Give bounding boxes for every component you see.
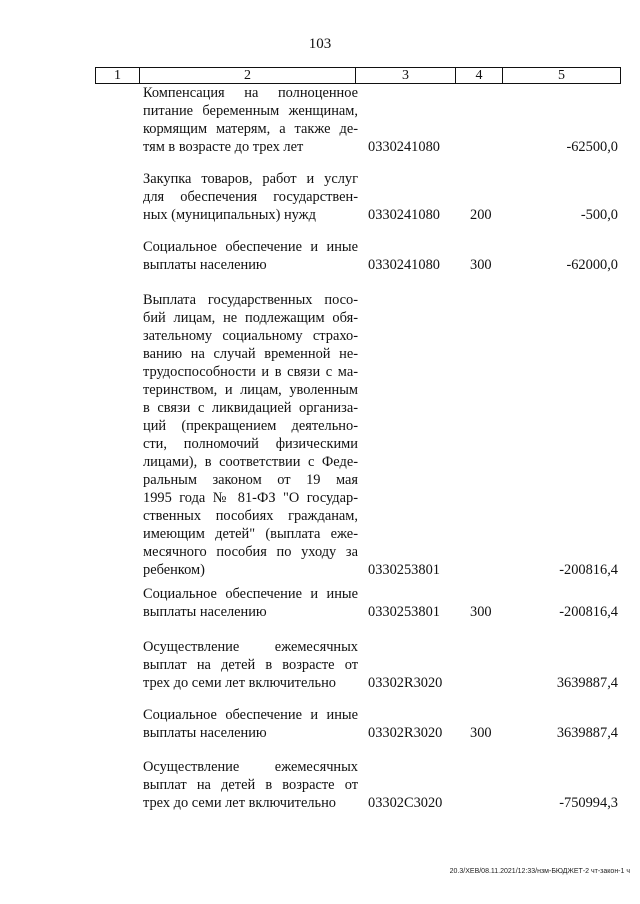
- description-line: тям в возрасте до трех лет: [143, 139, 304, 155]
- row-code: 03302С3020: [368, 795, 443, 811]
- row-description: [143, 638, 358, 692]
- description-line: ванию на случай временной не-: [143, 346, 358, 362]
- description-line: имеющим детей" (выплата еже-: [143, 526, 358, 542]
- header-col-1: 1: [114, 68, 121, 83]
- description-line: сти, полномочий физическими: [143, 436, 358, 452]
- description-line: выплаты населению: [143, 604, 267, 620]
- description-line: ральным законом от 19 мая: [143, 472, 358, 488]
- row-code: 0330241080: [368, 257, 440, 273]
- row-description: [143, 170, 358, 224]
- description-line: Выплата государственных посо-: [143, 292, 358, 308]
- description-line: 1995 года № 81-ФЗ "О государ-: [143, 490, 358, 506]
- description-line: ственных пособиях гражданам,: [143, 508, 358, 524]
- description-line: выплаты населению: [143, 725, 267, 741]
- description-line: выплат на детей в возрасте от: [143, 657, 358, 673]
- row-amount: 3639887,4: [556, 675, 618, 691]
- row-description: [143, 291, 358, 579]
- row-amount: 3639887,4: [556, 725, 618, 741]
- row-amount: -200816,4: [559, 562, 618, 578]
- description-line: для обеспечения государствен-: [143, 189, 358, 205]
- description-line: Осуществление ежемесячных: [143, 639, 358, 655]
- description-line: трех до семи лет включительно: [143, 795, 337, 811]
- description-line: Компенсация на полноценное: [143, 85, 358, 101]
- description-line: выплат на детей в возрасте от: [143, 777, 358, 793]
- row-description: [143, 585, 358, 621]
- description-line: Социальное обеспечение и иные: [143, 586, 358, 602]
- description-line: кормящим матерям, а также де-: [143, 121, 358, 137]
- row-code: 03302R3020: [368, 675, 443, 691]
- description-line: Осуществление ежемесячных: [143, 759, 358, 775]
- row-type: 200: [470, 207, 492, 223]
- description-line: Социальное обеспечение и иные: [143, 239, 358, 255]
- description-line: трудоспособности и в связи с ма-: [143, 364, 358, 380]
- header-col-2: 2: [139, 68, 355, 83]
- header-col-4: 4: [455, 68, 502, 83]
- row-amount: -62000,0: [566, 257, 618, 273]
- description-line: Социальное обеспечение и иные: [143, 707, 358, 723]
- row-amount: -500,0: [580, 207, 618, 223]
- row-description: [143, 238, 358, 274]
- table-header: [95, 67, 621, 84]
- header-col-5: 5: [502, 68, 620, 83]
- row-code: 0330241080: [368, 139, 440, 155]
- row-code: 0330241080: [368, 207, 440, 223]
- description-line: питание беременным женщинам,: [143, 103, 358, 119]
- description-line: Закупка товаров, работ и услуг: [143, 171, 358, 187]
- description-line: трех до семи лет включительно: [143, 675, 337, 691]
- footer-stamp: 20.3/ХЕВ/08.11.2021/12:33/нзм-БЮДЖЕТ-2 чт-закон-1 ч: [449, 868, 630, 875]
- description-line: месячного пособия по уходу за: [143, 544, 358, 560]
- description-line: теринством, и лицам, уволенным: [143, 382, 358, 398]
- row-description: [143, 84, 358, 156]
- description-line: в связи с ликвидацией организа-: [143, 400, 358, 416]
- row-amount: -62500,0: [566, 139, 618, 155]
- description-line: зательному социальному страхо-: [143, 328, 358, 344]
- description-line: ций (прекращением деятельно-: [143, 418, 358, 434]
- row-code: 03302R3020: [368, 725, 443, 741]
- row-description: [143, 758, 358, 812]
- description-line: выплаты населению: [143, 257, 267, 273]
- description-line: ных (муниципальных) нужд: [143, 207, 316, 223]
- row-amount: -750994,3: [559, 795, 618, 811]
- row-code: 0330253801: [368, 604, 440, 620]
- row-type: 300: [470, 725, 492, 741]
- description-line: бий лицам, не подлежащим обя-: [143, 310, 358, 326]
- description-line: лицами), в соответствии с Феде-: [143, 454, 358, 470]
- page-number: 103: [308, 36, 332, 52]
- description-line: ребенком): [143, 562, 205, 578]
- row-type: 300: [470, 604, 492, 620]
- row-type: 300: [470, 257, 492, 273]
- row-amount: -200816,4: [559, 604, 618, 620]
- row-description: [143, 706, 358, 742]
- row-code: 0330253801: [368, 562, 440, 578]
- header-col-3: 3: [355, 68, 455, 83]
